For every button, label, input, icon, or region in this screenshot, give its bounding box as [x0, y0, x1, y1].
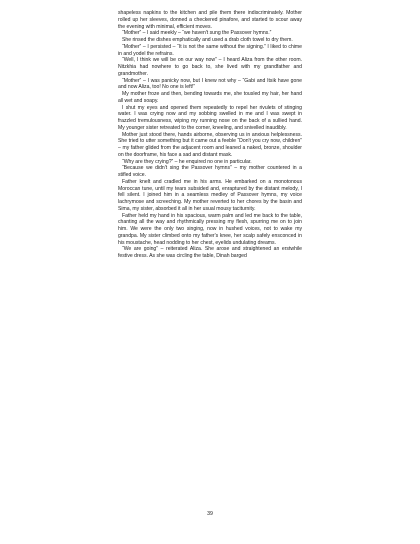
paragraph: I shut my eyes and opened them repeatedly to repel her rivulets of stinging water. I was crying now and my sobbing swelled in me and I was swept in frazzled tremulousness, wiping my running nose on the back of a sullied hand. My younger sister retreated to the corner, kneeling, and snivelled inaudibly. [118, 104, 302, 131]
paragraph: “We are going” – reiterated Aliza. She arose and straightened an erstwhile festive dress. As she was circling the table, Dinah barged [118, 246, 302, 259]
paragraph: shapeless napkins to the kitchen and pile them there indiscriminately. Mother rolled up her sleeves, donned a checkered pinafore, and started to scour away the evening with minimal, efficient moves. [118, 10, 302, 30]
body-text [118, 10, 302, 260]
paragraph: “Mother” – I was panicky now, but I knew not why – “Gabi and Itsik have gone and now Aliza, too! No one is left!” [118, 77, 302, 91]
paragraph: “Mother” – I persisted – “It is not the same without the signing.” I liked to chime in and yodel the refrains. [118, 43, 302, 57]
paragraph: She rinsed the dishes emphatically and used a drab cloth towel to dry them. [122, 37, 293, 43]
paragraph: “Because we didn't sing the Passover hymns” – my mother countered in a stifled voice. [118, 165, 302, 178]
paragraph: Father held my hand in his spacious, warm palm and led me back to the table, chanting all the way and rhythmically pressing my flesh, spurring me on to join him. We were the only two singing, now in hushed voices, not to wake my grandpa. My sister climbed onto my father's knee, her scalp safely ensconced in his moustache, head nodding to her chest, eyelids undulating dreams. [118, 212, 302, 246]
page-number: 39 [207, 511, 213, 517]
paragraph: Father knelt and cradled me in his arms. He embarked on a monotonous Moroccan tune, until my tears subsided and, enraptured by the distant melody, I fell silent. I joined him in a seamless medley of Passover hymns, my voice lachrymose and screeching. My mother reverted to her chores by the basin and Sima, my sister, absorbed it all in her usual mousy taciturnity. [118, 178, 302, 212]
paragraph: “Well, I think we will be on our way now” – I heard Aliza from the other room. Nitzkhia had nowhere to go back to, she lived with my grandfather and grandmother. [118, 57, 302, 77]
paragraph: Mother just stood there, hands airborne, observing us in anxious helplessness. She tried to utter something but it came out a feeble “Don't you cry now, children” – my father glided from the adjacent room and leaned a naked, bronze, shoulder on the doorframe, his face a sad and distant mask. [118, 131, 302, 158]
paragraph: “Mother” – I said meekly – “we haven't sung the Passover hymns.” [122, 30, 272, 37]
paragraph: My mother froze and then, bending towards me, she tousled my hair, her hand all wet and soapy. [118, 91, 302, 104]
paragraph: “Why are they crying?” – he enquired no one in particular. [122, 158, 252, 165]
